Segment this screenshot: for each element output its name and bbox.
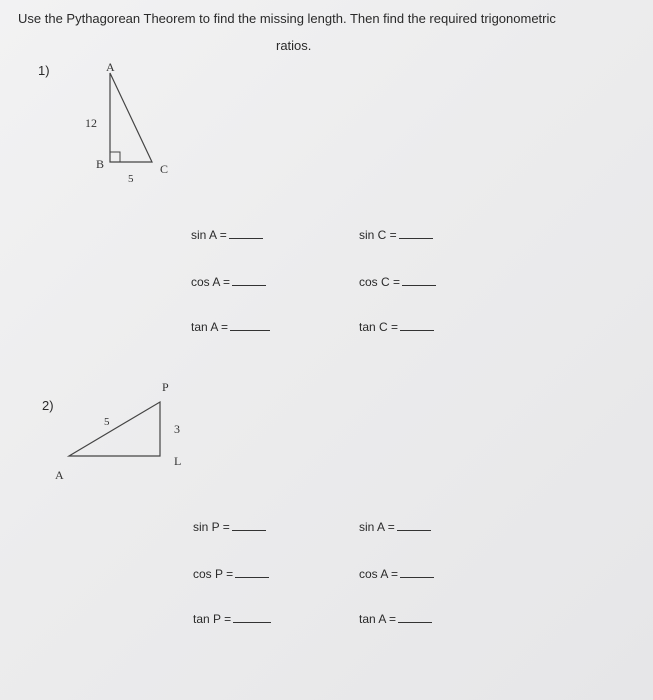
answer-blank[interactable] xyxy=(235,567,269,578)
problem-1-sin-c xyxy=(359,228,433,242)
triangle-abc-shape xyxy=(110,73,152,162)
ratio-label: sin P = xyxy=(193,520,230,534)
answer-blank[interactable] xyxy=(229,228,263,239)
problem-1-cos-a xyxy=(191,275,266,289)
triangle-apl-shape xyxy=(69,402,160,456)
answer-blank[interactable] xyxy=(232,520,266,531)
vertex-label-b: B xyxy=(96,157,105,171)
problem-1-sin-a xyxy=(191,228,263,242)
instructions-line-1: Use the Pythagorean Theorem to find the missing length. Then find the required trigonometric xyxy=(18,11,556,26)
vertex-label-c: C xyxy=(160,162,169,176)
ratio-label: cos A = xyxy=(359,567,399,581)
ratio-label: cos C = xyxy=(359,275,401,289)
instructions-line-2: ratios. xyxy=(276,38,312,53)
problem-2-sin-a xyxy=(359,520,431,534)
ratio-label: cos P = xyxy=(193,567,234,581)
ratio-label: tan A = xyxy=(191,320,229,334)
answer-blank[interactable] xyxy=(232,275,266,286)
answer-blank[interactable] xyxy=(400,567,434,578)
side-label-bc: 5 xyxy=(128,173,134,185)
ratio-label: cos A = xyxy=(191,275,231,289)
problem-2-sin-p xyxy=(193,520,266,534)
problem-2-tan-a xyxy=(359,612,432,626)
answer-blank[interactable] xyxy=(397,520,431,531)
right-angle-marker xyxy=(110,152,120,162)
ratio-label: tan C = xyxy=(359,320,399,334)
problem-2-cos-p xyxy=(193,567,269,581)
answer-blank[interactable] xyxy=(233,612,271,623)
problem-2-cos-a xyxy=(359,567,434,581)
ratio-label: sin A = xyxy=(191,228,227,242)
side-label-ap: 5 xyxy=(104,416,110,428)
answer-blank[interactable] xyxy=(399,228,433,239)
vertex-label-a: A xyxy=(106,60,115,74)
problem-2-number: 2) xyxy=(42,398,54,413)
problem-2-tan-p xyxy=(193,612,271,626)
problem-1-cos-c xyxy=(359,275,436,289)
ratio-label: sin C = xyxy=(359,228,397,242)
vertex-label-p: P xyxy=(162,380,169,394)
problem-1-tan-c xyxy=(359,320,434,334)
problem-1-tan-a xyxy=(191,320,270,334)
vertex-label-a: A xyxy=(55,468,64,482)
problem-1-triangle xyxy=(70,55,190,185)
answer-blank[interactable] xyxy=(400,320,434,331)
ratio-label: sin A = xyxy=(359,520,395,534)
vertex-label-l: L xyxy=(174,454,182,468)
ratio-label: tan P = xyxy=(193,612,232,626)
answer-blank[interactable] xyxy=(230,320,270,331)
ratio-label: tan A = xyxy=(359,612,397,626)
answer-blank[interactable] xyxy=(402,275,436,286)
problem-2-triangle xyxy=(50,375,200,485)
side-label-ab: 12 xyxy=(85,116,97,130)
side-label-pl: 3 xyxy=(174,422,180,436)
problem-1-number: 1) xyxy=(38,63,50,78)
answer-blank[interactable] xyxy=(398,612,432,623)
